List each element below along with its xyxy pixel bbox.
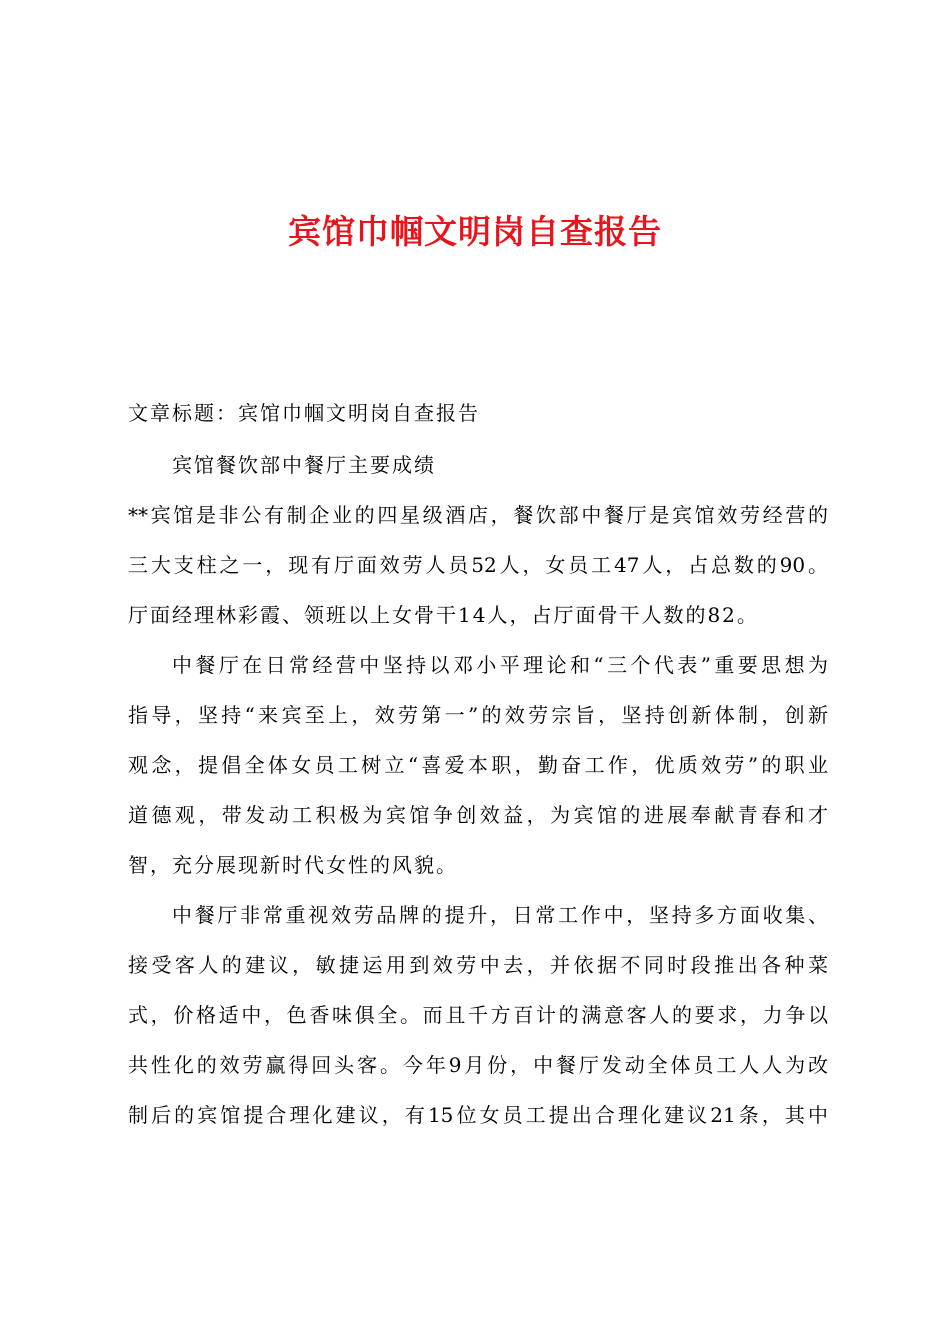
paragraph-line: 式，价格适中，色香味俱全。而且千方百计的满意客人的要求，力争以 [128, 1003, 828, 1027]
paragraph-line: 中餐厅非常重视效劳品牌的提升，日常工作中，坚持多方面收集、 [172, 903, 828, 927]
paragraph-line: **宾馆是非公有制企业的四星级酒店，餐饮部中餐厅是宾馆效劳经营的 [128, 503, 828, 527]
paragraph-line: 指导，坚持“来宾至上，效劳第一”的效劳宗旨，坚持创新体制，创新 [128, 703, 828, 727]
paragraph-line: 共性化的效劳赢得回头客。今年9月份，中餐厅发动全体员工人人为改 [128, 1053, 828, 1077]
paragraph-line: 观念，提倡全体女员工树立“喜爱本职，勤奋工作，优质效劳”的职业 [128, 753, 828, 777]
paragraph-line: 中餐厅在日常经营中坚持以邓小平理论和“三个代表”重要思想为 [172, 653, 828, 677]
paragraph-line: 道德观，带发动工积极为宾馆争创效益，为宾馆的进展奉献青春和才 [128, 803, 828, 827]
paragraph-line: 厅面经理林彩霞、领班以上女骨干14人，占厅面骨干人数的82。 [128, 603, 759, 627]
document-title: 宾馆巾帼文明岗自查报告 [288, 212, 662, 251]
paragraph-line: 接受客人的建议，敏捷运用到效劳中去，并依据不同时段推出各种菜 [128, 953, 828, 977]
paragraph-line: 制后的宾馆提合理化建议，有15位女员工提出合理化建议21条，其中 [128, 1103, 828, 1127]
article-title-label: 文章标题：宾馆巾帼文明岗自查报告 [128, 401, 480, 425]
paragraph-line: 智，充分展现新时代女性的风貌。 [128, 853, 458, 877]
section-subheading: 宾馆餐饮部中餐厅主要成绩 [172, 453, 436, 477]
paragraph-line: 三大支柱之一，现有厅面效劳人员52人，女员工47人，占总数的90。 [128, 553, 828, 577]
